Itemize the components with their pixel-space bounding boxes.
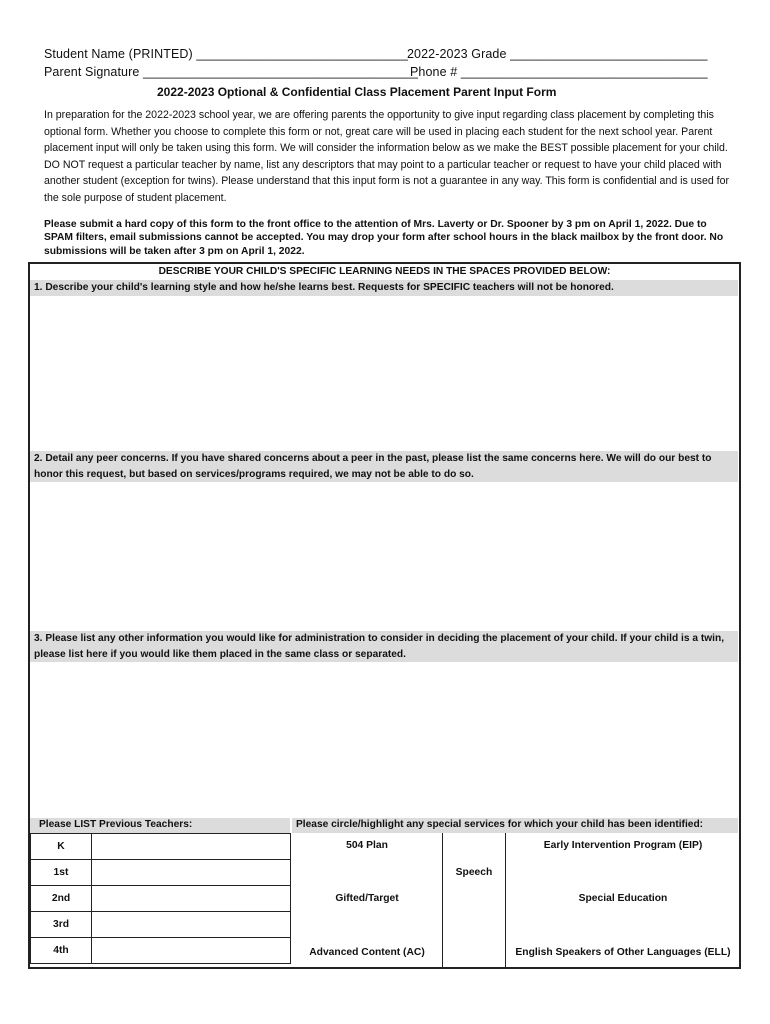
parent-signature-field[interactable]: Parent Signature _______________________________________ (44, 65, 419, 79)
service-special-education[interactable]: Special Education (578, 893, 668, 904)
previous-teachers-heading: Please LIST Previous Teachers: (30, 818, 290, 833)
grade-label: 2nd (31, 886, 92, 912)
previous-teachers-table (30, 833, 291, 964)
service-advanced-content[interactable]: Advanced Content (AC) (309, 947, 425, 958)
form-title: 2022-2023 Optional & Confidential Class Placement Parent Input Form (157, 85, 557, 99)
teacher-entry-1st[interactable] (92, 860, 291, 886)
service-gifted-target[interactable]: Gifted/Target (335, 893, 399, 904)
grade-label: K (31, 834, 92, 860)
section-heading: DESCRIBE YOUR CHILD'S SPECIFIC LEARNING NEEDS IN THE SPACES PROVIDED BELOW: (158, 266, 611, 277)
question-3-answer-area[interactable] (30, 663, 738, 813)
special-services-heading: Please circle/highlight any special services for which your child has been identified: (292, 818, 738, 833)
service-504-plan[interactable]: 504 Plan (346, 840, 388, 851)
grade-label: 4th (31, 938, 92, 964)
teacher-entry-k[interactable] (92, 834, 291, 860)
phone-field[interactable]: Phone # ___________________________________ (410, 65, 708, 79)
teacher-entry-4th[interactable] (92, 938, 291, 964)
teacher-row-1st (31, 860, 291, 886)
teacher-row-3rd (31, 912, 291, 938)
submission-notice: Please submit a hard copy of this form to the front office to the attention of Mrs. Laverty or Dr. Spooner by 3 pm on April 1, 2022. Due to SPAM filters, email submissions cannot be accepted. You may drop your form after school hours in the black mailbox by the front door. No submissions will be taken after 3 pm on April 1, 2022. (44, 219, 724, 257)
teacher-row-2nd (31, 886, 291, 912)
service-eip[interactable]: Early Intervention Program (EIP) (543, 840, 703, 851)
question-1-answer-area[interactable] (30, 297, 738, 449)
teacher-entry-2nd[interactable] (92, 886, 291, 912)
question-2-answer-area[interactable] (30, 483, 738, 628)
intro-paragraph: In preparation for the 2022-2023 school year, we are offering parents the opportunity to give input regarding class placement by completing this optional form. Whether you choose to complete this form or not, great care will be used in placing each student for the next school year. Parent placement input will only be taken using this form. We will consider the information below as we make the BEST possible placement for your child. DO NOT request a particular teacher by name, list any descriptors that may point to a particular teacher or request to have your child placed with another student (exception for twins). Please understand that this input form is not a guarantee in any way. This form is confidential and is used for the sole purpose of student placement. (44, 109, 730, 204)
question-3-label: 3. Please list any other information you would like for administration to consider in deciding the placement of your child. If your child is a twin, please list here if you would like them placed in the same class or separated. (30, 631, 738, 662)
teacher-row-4th (31, 938, 291, 964)
services-divider-left (442, 833, 443, 967)
service-speech[interactable]: Speech (455, 867, 493, 878)
service-ell[interactable]: English Speakers of Other Languages (ELL) (515, 947, 731, 958)
student-name-field[interactable]: Student Name (PRINTED) ______________________________ (44, 47, 408, 61)
teacher-row-k (31, 834, 291, 860)
question-1-label: 1. Describe your child's learning style and how he/she learns best. Requests for SPECIFIC teachers will not be honored. (30, 280, 738, 296)
grade-label: 1st (31, 860, 92, 886)
question-2-label: 2. Detail any peer concerns. If you have shared concerns about a peer in the past, please list the same concerns here. We will do our best to honor this request, but based on services/programs required, we may not be able to do so. (30, 451, 738, 482)
grade-label: 3rd (31, 912, 92, 938)
grade-field[interactable]: 2022-2023 Grade ____________________________ (407, 47, 708, 61)
teacher-entry-3rd[interactable] (92, 912, 291, 938)
